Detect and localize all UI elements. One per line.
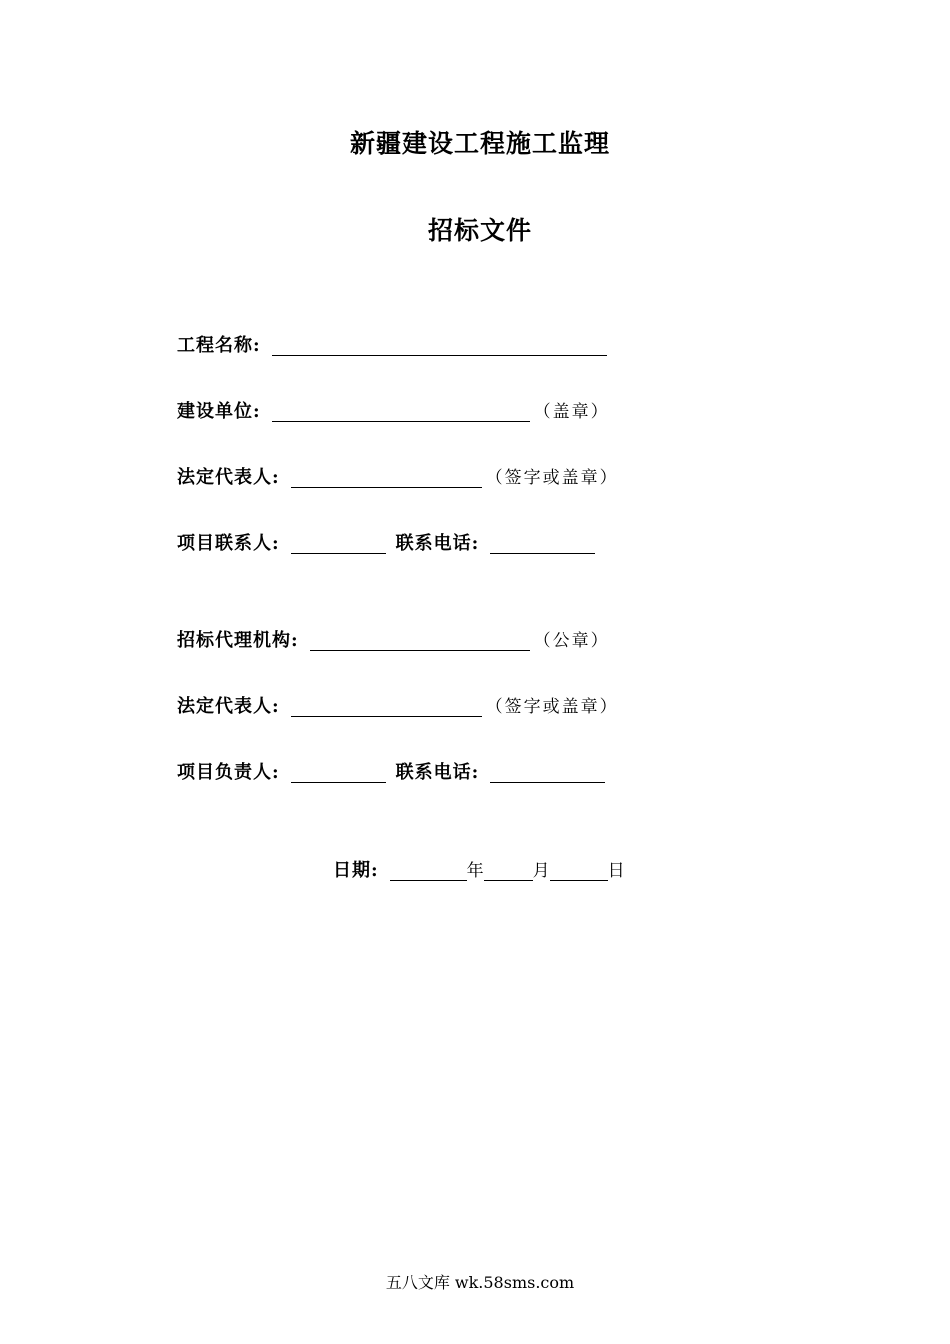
date-row [333,856,625,882]
day-field[interactable] [550,860,608,881]
owner-row [177,397,610,423]
seal-note: （盖章） [533,402,610,422]
signature-note: （签字或盖章） [485,697,619,717]
colon: : [471,533,479,554]
phone-label: 联系电话 [395,533,472,554]
colon: : [272,762,279,783]
agency-field[interactable] [310,630,530,651]
day-unit: 日 [607,861,625,881]
project-leader-label: 项目负责人 [177,762,272,783]
colon: : [371,860,378,881]
owner-field[interactable] [272,401,530,422]
agency-legal-rep-field[interactable] [291,696,482,717]
project-name-label: 工程名称 [177,335,253,356]
agency-legal-rep-row [177,692,619,718]
colon: : [272,696,279,717]
official-seal-note: （公章） [533,631,610,651]
agency-row [177,626,610,652]
colon: : [253,401,260,422]
legal-rep-field[interactable] [291,467,482,488]
legal-rep-label: 法定代表人 [177,467,272,488]
project-contact-row [177,529,595,555]
project-contact-label: 项目联系人 [177,533,272,554]
year-unit: 年 [466,861,484,881]
legal-rep-row [177,463,619,489]
project-name-row [177,331,607,357]
project-leader-row [177,758,605,784]
project-leader-field[interactable] [291,762,386,783]
project-name-field[interactable] [272,335,607,356]
year-field[interactable] [390,860,467,881]
agency-label: 招标代理机构 [177,630,291,651]
colon: : [253,335,260,356]
colon: : [272,467,279,488]
agency-phone-label: 联系电话 [395,762,472,783]
colon: : [272,533,279,554]
agency-legal-rep-label: 法定代表人 [177,696,272,717]
phone-field[interactable] [490,533,595,554]
project-contact-field[interactable] [291,533,386,554]
month-unit: 月 [532,861,550,881]
colon: : [471,762,479,783]
agency-phone-field[interactable] [490,762,605,783]
date-label: 日期 [333,860,371,881]
document-title: 新疆建设工程施工监理 [349,129,610,158]
signature-note: （签字或盖章） [485,468,619,488]
footer-watermark: 五八文库 wk.58sms.com [385,1273,575,1292]
document-subtitle: 招标文件 [427,216,532,245]
month-field[interactable] [484,860,533,881]
colon: : [291,630,298,651]
owner-label: 建设单位 [177,401,253,422]
